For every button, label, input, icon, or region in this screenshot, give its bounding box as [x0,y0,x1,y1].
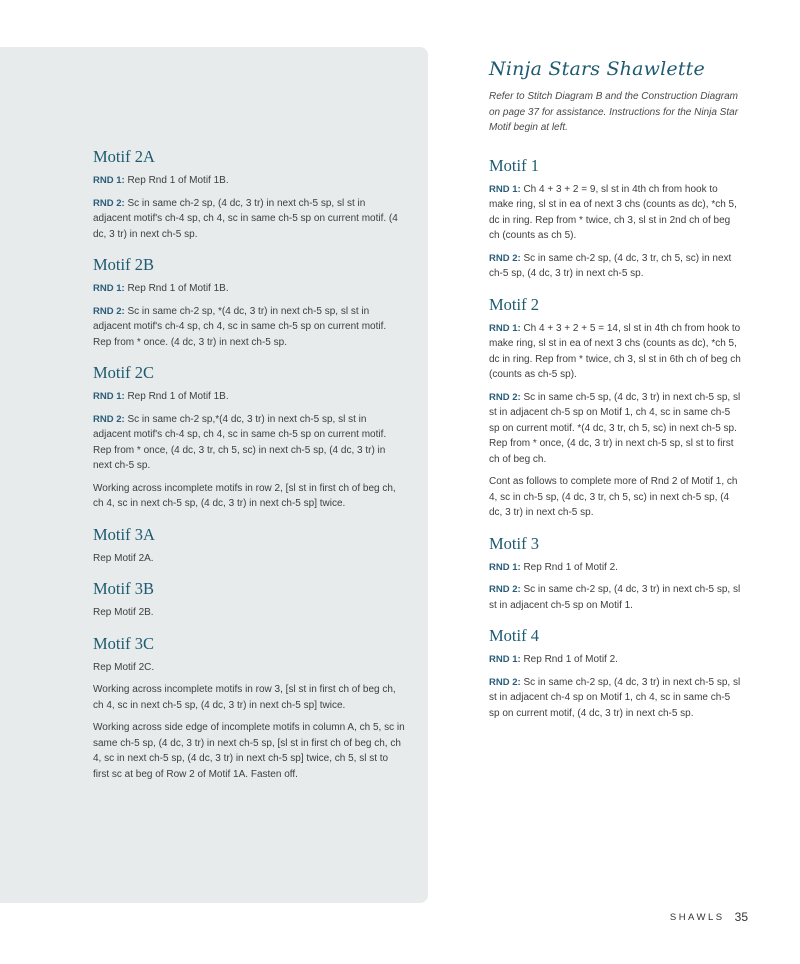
left-column [93,147,405,795]
round-label: RND 1: [489,561,521,573]
instruction-text: Rep Motif 2A. [93,552,154,564]
instruction-paragraph [489,582,741,613]
instruction-paragraph [489,390,741,468]
instruction-text: Rep Motif 2B. [93,607,154,618]
motif-section [93,525,405,567]
motif-section [93,363,405,512]
motif-section [489,626,741,721]
motif-heading: Motif 1 [489,155,539,175]
instruction-paragraph [93,304,405,351]
instruction-paragraph [93,551,405,567]
round-label: RND 2: [489,584,521,595]
round-label: RND 1: [93,175,125,186]
instruction-paragraph [489,251,741,282]
round-label: RND 2: [489,676,521,688]
instruction-text: Sc in same ch-5 sp, (4 dc, 3 tr) in next ch-5 sp, sl st in adjacent ch-5 sp on Motif 1, ch 4, sc in same ch-5 sp on current motif. *(4 dc, 3 tr, ch 5, sc) in next ch-5 sp. Rep from * once, (4 dc, 3 tr) in next ch-5 sp, sl st to first ch of beg ch. [489,391,741,465]
motif-section [489,534,741,614]
motif-heading: Motif 2B [93,255,154,274]
instruction-text: Sc in same ch-2 sp, (4 dc, 3 tr) in next ch-5 sp, sl st in adjacent motif's ch-4 sp, ch 4, sc in same ch-5 sp on current motif. (4 dc, 3 tr) in next ch-5 sp. [93,197,398,240]
motif-heading: Motif 2C [93,363,154,382]
motif-section [93,634,405,783]
instruction-text: Working across incomplete motifs in row 2, [sl st in first ch of beg ch, ch 4, sc in next ch-5 sp, (4 dc, 3 tr) in next ch-5 sp] twice. [93,482,396,509]
instruction-text: Ch 4 + 3 + 2 + 5 = 14, sl st in 4th ch from hook to make ring, sl st in ea of next 3 chs (counts as dc), *ch 5, dc in ring. Rep from * twice, ch 3, sl st in 6th ch of beg ch (counts as ch-5 sp). [489,322,741,380]
instruction-paragraph [489,652,741,668]
motif-heading: Motif 3C [93,633,154,653]
instruction-text: Rep Motif 2C. [93,661,155,673]
instruction-paragraph [93,196,405,243]
section-label: SHAWLS [669,911,725,923]
instruction-text: Rep Rnd 1 of Motif 1B. [124,391,229,402]
instruction-paragraph [93,660,405,676]
motif-heading: Motif 2A [93,147,155,166]
instruction-paragraph [489,560,741,576]
instruction-paragraph [93,682,405,713]
round-label: RND 2: [489,391,521,403]
instruction-text: Ch 4 + 3 + 2 = 9, sl st in 4th ch from hook to make ring, sl st in ea of next 3 chs (counts as dc), *ch 5, dc in ring. Rep from * twice, ch 3, sl st in 2nd ch of beg ch (counts as ch 5). [489,183,737,241]
instruction-paragraph [93,481,405,512]
instruction-text: Sc in same ch-2 sp, (4 dc, 3 tr) in next ch-5 sp, sl st in adjacent ch-5 sp on Motif 1. [489,584,741,611]
instruction-text: Sc in same ch-2 sp,*(4 dc, 3 tr) in next ch-5 sp, sl st in adjacent motif's ch-4 sp, ch 4, sc in same ch-5 sp on current motif. Rep from * once, (4 dc, 3 tr, ch 5, sc) in next ch-5 sp, (4 dc, 3 tr) in next ch-5 sp. [93,413,387,471]
instruction-paragraph [93,720,405,782]
motif-section [489,156,741,282]
motif-heading: Motif 3B [93,579,154,598]
instruction-paragraph [93,389,405,405]
instruction-text: Working across incomplete motifs in row 3, [sl st in first ch of beg ch, ch 4, sc in next ch-5 sp, (4 dc, 3 tr) in next ch-5 sp] twice. [93,684,396,711]
instruction-text: Sc in same ch-2 sp, *(4 dc, 3 tr) in next ch-5 sp, sl st in adjacent motif's ch-4 sp, ch 4, sc in same ch-5 sp on current motif. Rep from * once. (4 dc, 3 tr) in next ch-5 sp. [93,305,387,348]
round-label: RND 2: [93,197,125,209]
pattern-intro: Refer to Stitch Diagram B and the Construction Diagram on page 37 for assistance. Instructions for the Ninja Star Motif begin at left. [489,91,739,133]
motif-heading: Motif 4 [489,626,539,645]
round-label: RND 2: [93,305,125,317]
round-label: RND 1: [93,283,125,294]
motif-heading: Motif 3 [489,533,539,553]
right-column [489,58,741,734]
pattern-title: Ninja Stars Shawlette [489,58,705,80]
instruction-text: Rep Rnd 1 of Motif 2. [520,561,618,573]
round-label: RND 1: [489,322,521,334]
motif-heading: Motif 2 [489,294,539,314]
instruction-paragraph [93,412,405,474]
instruction-text: Sc in same ch-2 sp, (4 dc, 3 tr) in next ch-5 sp, sl st in adjacent ch-4 sp on Motif 1, ch 4, sc in same ch-5 sp on current motif, (4 dc, 3 tr) in next ch-5 sp. [489,676,741,719]
motif-section [93,255,405,350]
instruction-text: Sc in same ch-2 sp, (4 dc, 3 tr, ch 5, sc) in next ch-5 sp, (4 dc, 3 tr) in next ch-5 sp. [489,252,732,279]
right-sections [489,156,741,722]
page-number: 35 [734,910,748,924]
instruction-text: Rep Rnd 1 of Motif 2. [520,654,618,665]
instruction-text: Rep Rnd 1 of Motif 1B. [124,283,229,294]
motif-heading: Motif 3A [93,524,155,544]
instruction-text: Working across side edge of incomplete motifs in column A, ch 5, sc in same ch-5 sp, (4 dc, 3 tr) in next ch-5 sp, [sl st in first ch of beg ch, ch 4, sc in next ch-5 sp, (4 dc, 3 tr) in next ch-5 sp] twice, ch 5, sl st to first sc at beg of Row 2 of Motif 1A. Fasten off. [93,722,405,780]
motif-section [489,295,741,521]
instruction-paragraph [489,321,741,383]
instruction-paragraph [93,281,405,297]
instruction-paragraph [489,182,741,244]
round-label: RND 1: [489,654,521,665]
round-label: RND 2: [489,252,521,264]
motif-section [93,579,405,621]
instruction-text: Cont as follows to complete more of Rnd 2 of Motif 1, ch 4, sc in ch-5 sp, (4 dc, 3 tr, ch 5, sc) in next ch-5 sp, (4 dc, 3 tr) in next ch-5 sp. [489,476,738,518]
instruction-paragraph [93,605,405,621]
instruction-paragraph [93,173,405,189]
round-label: RND 2: [93,413,125,425]
round-label: RND 1: [93,391,125,402]
page-footer [670,910,748,924]
instruction-paragraph [489,474,741,521]
motif-section [93,147,405,242]
instruction-paragraph [489,675,741,722]
round-label: RND 1: [489,183,521,195]
instruction-text: Rep Rnd 1 of Motif 1B. [124,175,229,186]
